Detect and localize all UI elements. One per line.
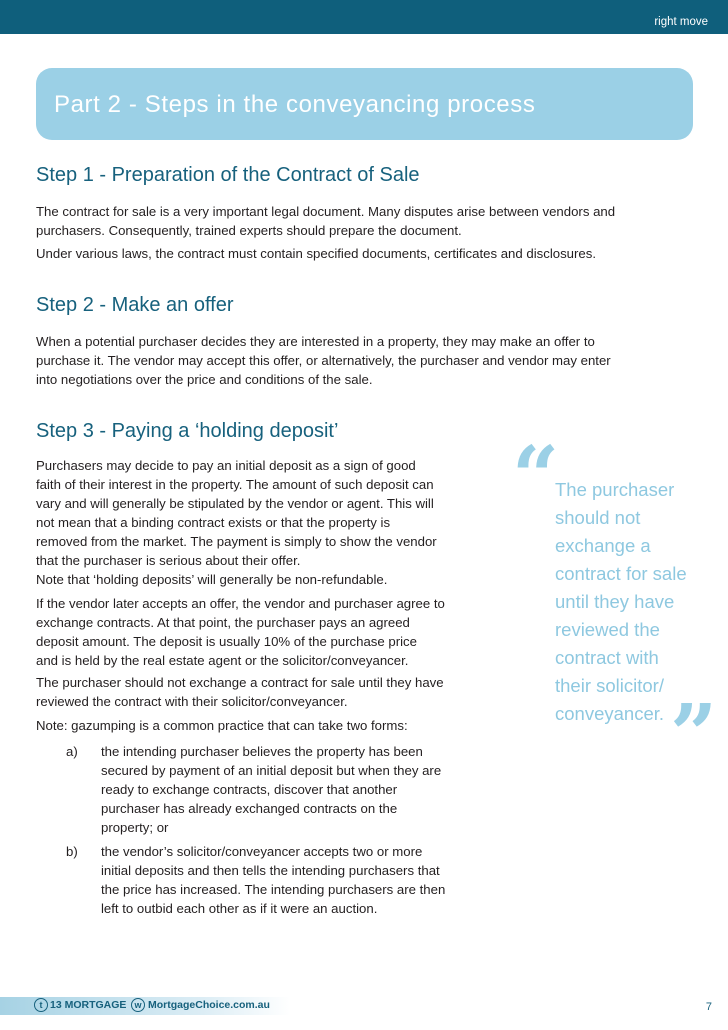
text-line: purchase it. The vendor may accept this offer, or alternatively, the purchaser and vendor may enter [36,353,611,368]
close-quote-icon: ” [670,687,718,783]
quote-line: reviewed the [555,619,660,640]
step2-paragraph [36,332,696,389]
text-line: vary and will generally be stipulated by the vendor or agent. This will [36,496,434,511]
text-line: secured by payment of an initial deposit but when they are [101,763,442,778]
text-line: ready to exchange contracts, discover that another [101,782,398,797]
text-line: the vendor’s solicitor/conveyancer accepts two or more [101,844,423,859]
quote-line: conveyancer. [555,703,665,724]
part-banner [36,68,693,140]
quote-line: The purchaser [555,479,675,500]
text-line: not mean that a binding contract exists or that the property is [36,515,391,530]
text-line: initial deposits and then tells the intending purchasers that [101,863,440,878]
list-item-text [101,842,491,918]
text-line: Purchasers may decide to pay an initial deposit as a sign of good [36,458,416,473]
step3-paragraph-2 [36,594,501,670]
quote-line: exchange a [555,535,651,556]
step3-heading: Step 3 - Paying a ‘holding deposit’ [36,420,339,442]
step3-paragraph-3 [36,673,501,711]
text-line: faith of their interest in the property. The amount of such deposit can [36,477,434,492]
section-label: right move [654,16,708,28]
text-line: the intending purchaser believes the property has been [101,744,423,759]
footer-phone[interactable]: 13 MORTGAGE [50,999,127,1011]
step3-paragraph-1 [36,456,501,589]
list-marker: a) [66,744,78,759]
text-line: When a potential purchaser decides they are interested in a property, they may make an offer to [36,334,595,349]
text-line: purchaser has already exchanged contracts on the [101,801,398,816]
header-bar [0,0,728,34]
quote-line: should not [555,507,641,528]
step1-heading: Step 1 - Preparation of the Contract of Sale [36,164,420,186]
text-line: into negotiations over the price and conditions of the sale. [36,372,373,387]
quote-line: until they have [555,591,675,612]
quote-line: their solicitor/ [555,675,664,696]
text-line: that the purchaser is serious about their offer. [36,553,301,568]
list-item-text [101,742,491,837]
open-quote-icon: “ [512,429,560,525]
quote-line: contract for sale [555,563,687,584]
step2-heading: Step 2 - Make an offer [36,294,234,316]
page-number: 7 [705,1001,712,1013]
step1-paragraph-2: Under various laws, the contract must contain specified documents, certificates and disclosures. [36,246,596,261]
text-line: If the vendor later accepts an offer, the vendor and purchaser agree to [36,596,445,611]
text-line: and is held by the real estate agent or the solicitor/conveyancer. [36,653,409,668]
text-line: purchasers. Consequently, trained experts should prepare the document. [36,223,462,238]
part-title: Part 2 - Steps in the conveyancing process [54,91,536,118]
step3-paragraph-4: Note: gazumping is a common practice that can take two forms: [36,718,408,733]
text-line: The purchaser should not exchange a contract for sale until they have [36,675,444,690]
text-line: left to outbid each other as if it were an auction. [101,901,378,916]
list-marker: b) [66,844,78,859]
text-line: Note that ‘holding deposits’ will generally be non-refundable. [36,572,388,587]
text-line: property; or [101,820,169,835]
web-icon: w [131,998,145,1012]
text-line: deposit amount. The deposit is usually 10% of the purchase price [36,634,417,649]
text-line: reviewed the contract with their solicitor/conveyancer. [36,694,348,709]
text-line: removed from the market. The payment is simply to show the vendor [36,534,437,549]
text-line: the price has increased. The intending purchasers are then [101,882,446,897]
text-line: The contract for sale is a very important legal document. Many disputes arise between vendors and [36,204,616,219]
quote-line: contract with [555,647,659,668]
text-line: exchange contracts. At that point, the purchaser pays an agreed [36,615,410,630]
footer-website-link[interactable]: MortgageChoice.com.au [148,999,270,1011]
phone-icon: t [34,998,48,1012]
step1-paragraph-1 [36,202,696,240]
